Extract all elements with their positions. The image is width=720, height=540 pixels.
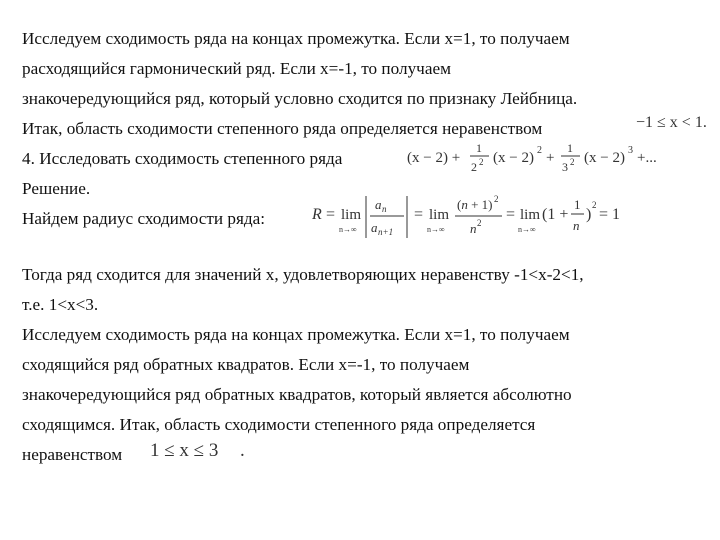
svg-text:+: +	[546, 150, 555, 166]
svg-text:n→∞: n→∞	[339, 225, 357, 234]
svg-text:n+1: n+1	[378, 227, 394, 237]
svg-text:2: 2	[471, 160, 477, 174]
text-line: сходящийся ряд обратных квадратов. Если x=-1, то получаем	[22, 355, 470, 374]
svg-text:1: 1	[476, 141, 482, 155]
svg-text:3: 3	[562, 160, 568, 174]
svg-text:lim: lim	[341, 207, 362, 223]
inequality-formula: −1 ≤ x < 1.	[636, 114, 707, 131]
text-line: неравенством	[22, 445, 123, 464]
svg-text:n→∞: n→∞	[518, 225, 536, 234]
svg-text:lim: lim	[520, 207, 541, 223]
svg-text:): )	[586, 206, 592, 223]
svg-text:2: 2	[494, 194, 499, 204]
text-line: сходящимся. Итак, область сходимости степенного ряда определяется	[22, 415, 536, 434]
svg-text:n→∞: n→∞	[427, 225, 445, 234]
svg-text:(n + 1): (n + 1)	[457, 197, 493, 212]
svg-text:R: R	[312, 206, 322, 223]
svg-text:1: 1	[567, 141, 573, 155]
svg-text:= 1: = 1	[599, 206, 621, 223]
svg-text:a: a	[371, 220, 378, 235]
series-formula	[405, 138, 705, 178]
svg-text:n: n	[470, 221, 477, 236]
text-line: Исследуем сходимость ряда на концах промежутка. Если x=1, то получаем	[22, 29, 570, 48]
svg-text:(x − 2): (x − 2)	[493, 150, 534, 166]
text-line: Найдем радиус сходимости ряда:	[22, 209, 266, 228]
svg-text:2: 2	[477, 218, 482, 228]
text-line: Итак, область сходимости степенного ряда определяется неравенством	[22, 119, 543, 138]
svg-text:1: 1	[574, 197, 581, 212]
svg-text:n: n	[573, 218, 580, 233]
svg-text:a: a	[375, 197, 382, 212]
svg-text:lim: lim	[429, 207, 450, 223]
text-line: расходящийся гармонический ряд. Если x=-1, то получаем	[22, 59, 451, 78]
text-line: т.е. 1<x<3.	[22, 295, 99, 314]
text-line: знакочередующийся ряд обратных квадратов, который является абсолютно	[22, 385, 572, 404]
svg-text:2: 2	[592, 200, 597, 210]
svg-text:(x − 2) +: (x − 2) +	[407, 150, 461, 166]
svg-text:2: 2	[570, 157, 575, 167]
radius-formula	[312, 190, 622, 242]
svg-text:(1 +: (1 +	[542, 206, 569, 223]
text-line: знакочередующийся ряд, который условно сходится по признаку Лейбница.	[22, 89, 578, 108]
svg-text:=: =	[506, 206, 516, 223]
svg-text:+...: +...	[637, 150, 657, 166]
svg-text:2: 2	[537, 145, 542, 156]
period-mark: .	[240, 440, 245, 461]
svg-text:(x − 2): (x − 2)	[584, 150, 625, 166]
inequality-formula: 1 ≤ x ≤ 3	[150, 440, 219, 461]
solution-label: Решение.	[22, 179, 91, 198]
text-line: Исследуем сходимость ряда на концах промежутка. Если x=1, то получаем	[22, 325, 570, 344]
task-heading: 4. Исследовать сходимость степенного ряда	[22, 149, 343, 168]
svg-text:=: =	[414, 206, 424, 223]
svg-text:2: 2	[479, 157, 484, 167]
svg-text:n: n	[382, 204, 387, 214]
text-line: Тогда ряд сходится для значений x, удовлетворяющих неравенству -1<x-2<1,	[22, 265, 584, 284]
svg-text:3: 3	[628, 145, 633, 156]
svg-text:=: =	[326, 206, 336, 223]
